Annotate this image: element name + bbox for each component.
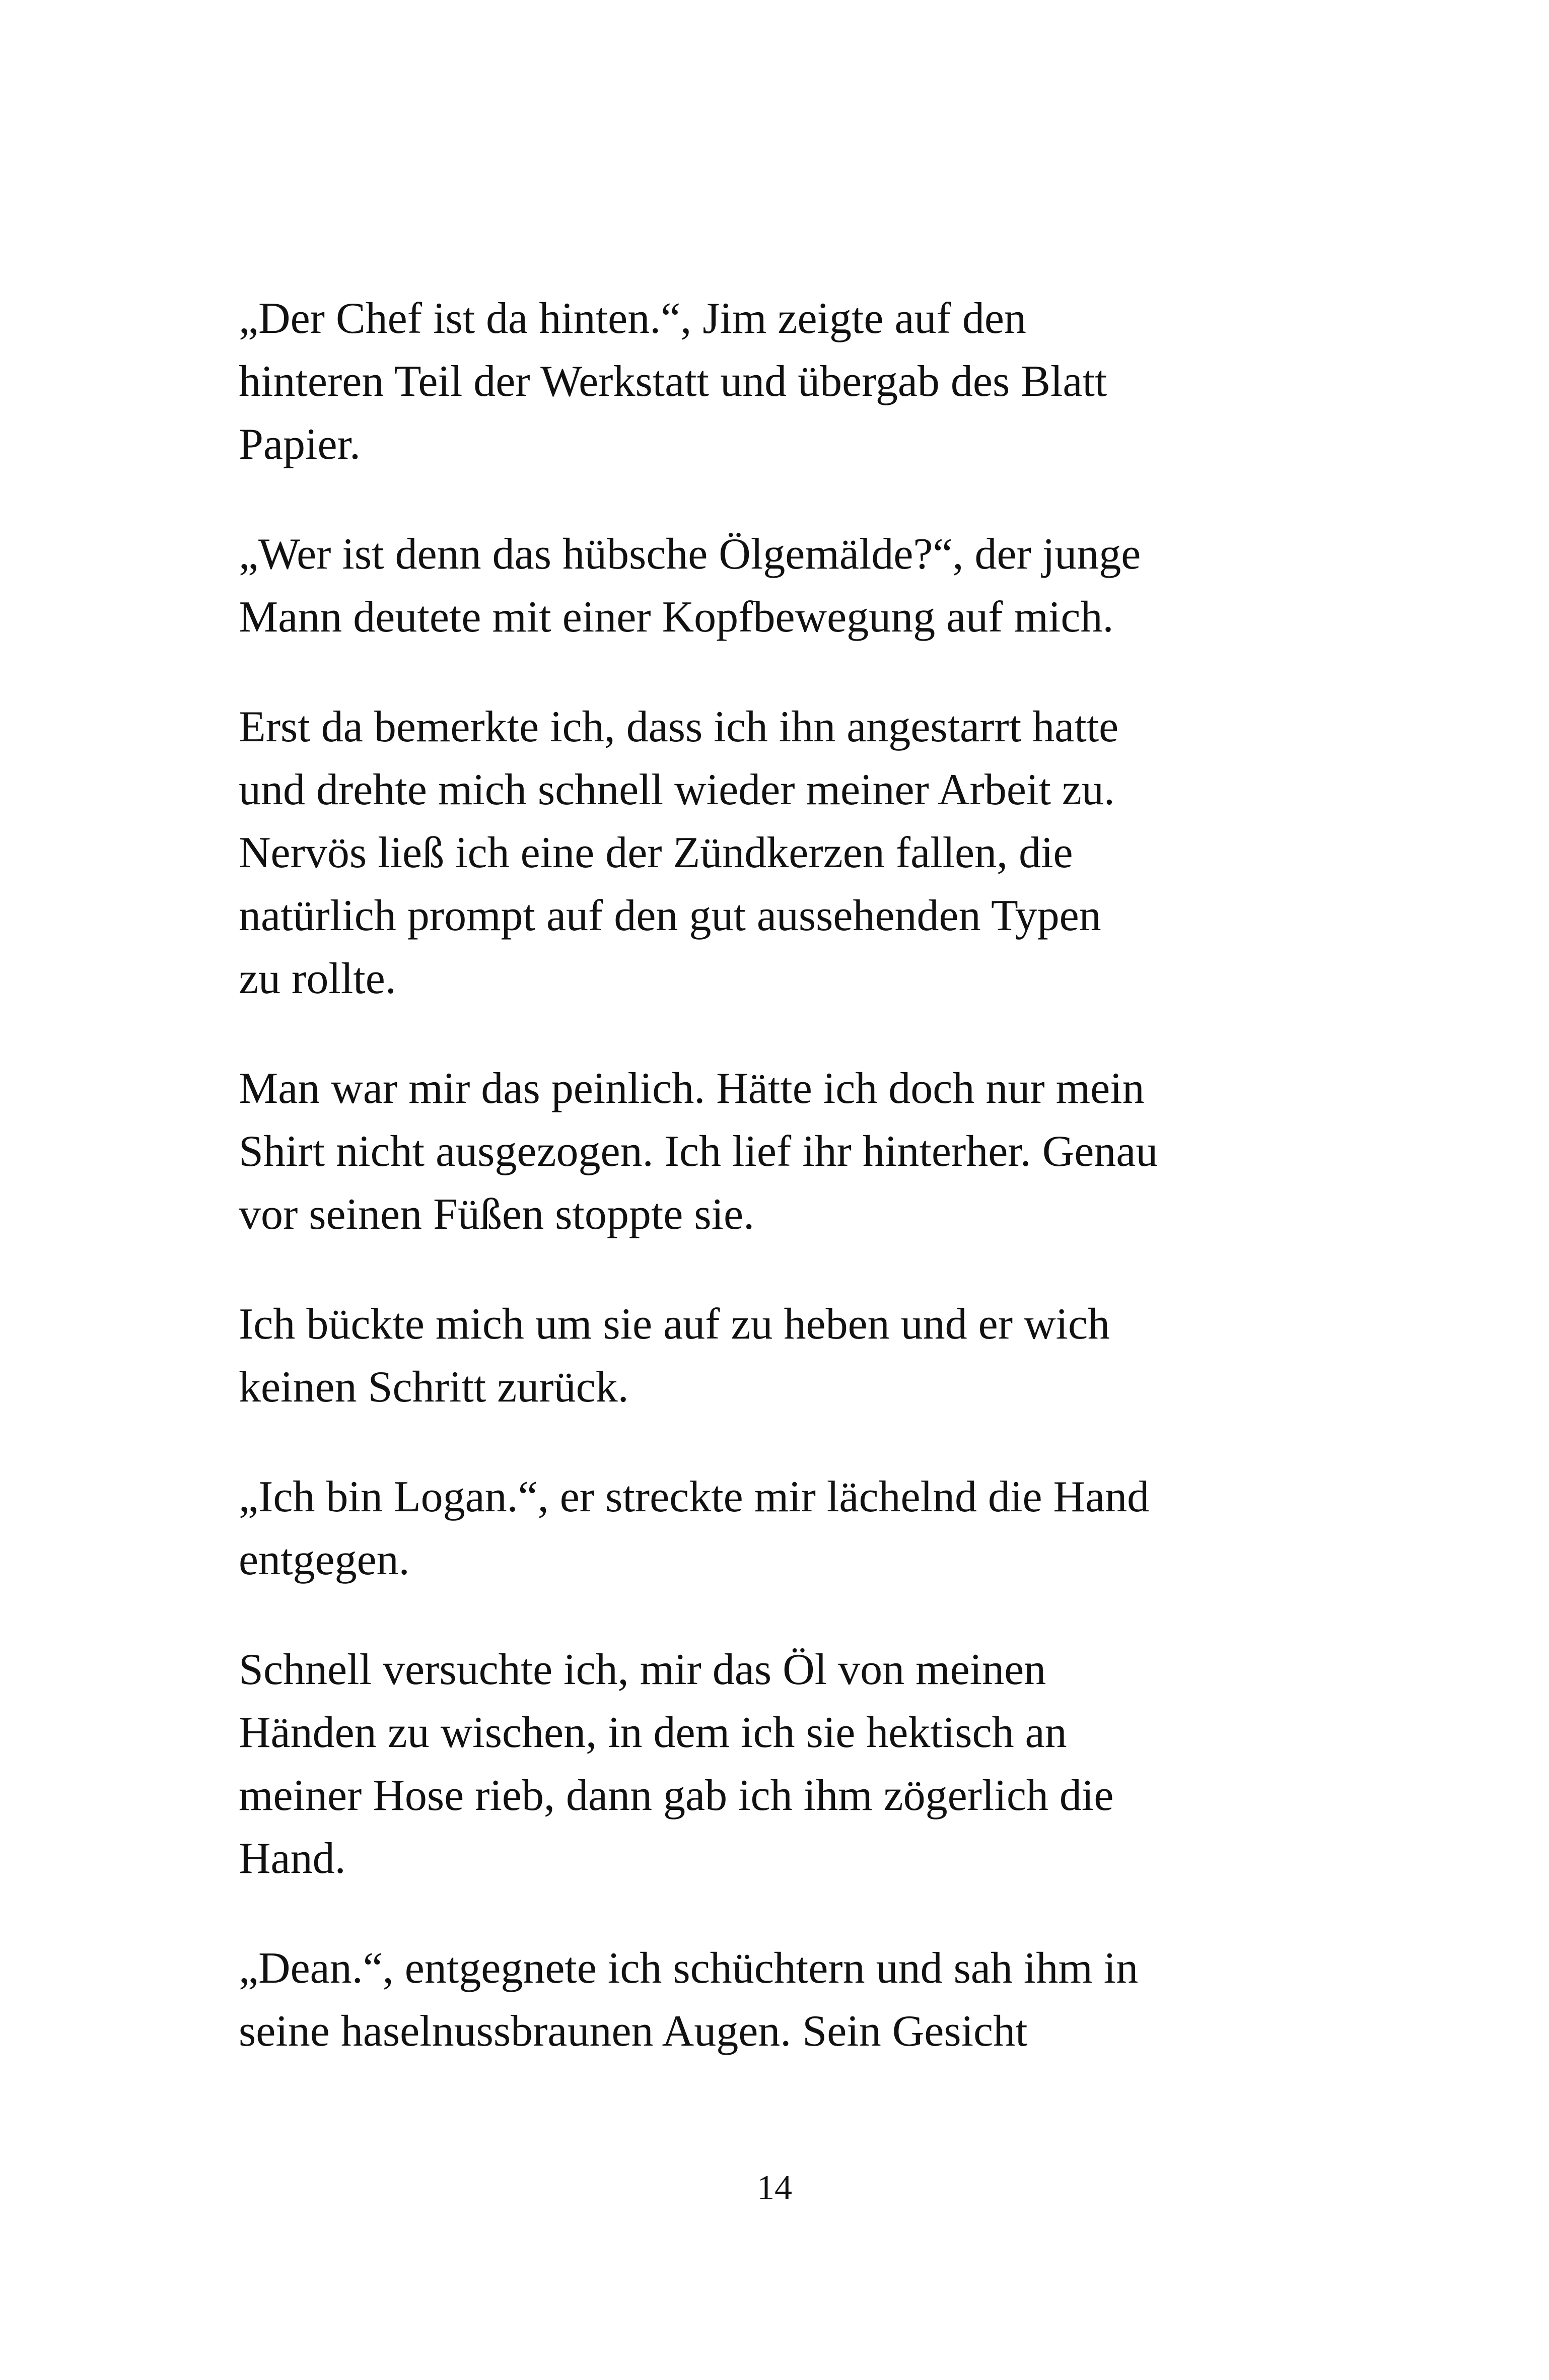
page-number: 14 [757,2168,792,2207]
paragraph: Erst da bemerkte ich, dass ich ihn angestarrt hatte und drehte mich schnell wieder meiner Arbeit zu. Nervös ließ ich eine der Zündkerzen fallen, die natürlich prompt auf den gut aussehenden Typen zu rollte. [239,703,1119,1003]
paragraph: Ich bückte mich um sie auf zu heben und er wich keinen Schritt zurück. [239,1300,1110,1412]
body-text [239,287,1316,2110]
paragraph: „Der Chef ist da hinten.“, Jim zeigte auf den hinteren Teil der Werkstatt und übergab des Blatt Papier. [239,294,1107,469]
paragraph: „Ich bin Logan.“, er streckte mir lächelnd die Hand entgegen. [239,1473,1150,1584]
paragraph: „Dean.“, entgegnete ich schüchtern und sah ihm in seine haselnussbraunen Augen. Sein Gesicht [239,1944,1139,2056]
paragraph: „Wer ist denn das hübsche Ölgemälde?“, der junge Mann deutete mit einer Kopfbewegung auf mich. [239,530,1141,642]
paragraph: Man war mir das peinlich. Hätte ich doch nur mein Shirt nicht ausgezogen. Ich lief ihr hinterher. Genau vor seinen Füßen stoppte sie. [239,1064,1158,1239]
paragraph: Schnell versuchte ich, mir das Öl von meinen Händen zu wischen, in dem ich sie hektisch an meiner Hose rieb, dann gab ich ihm zögerlich die Hand. [239,1645,1114,1883]
